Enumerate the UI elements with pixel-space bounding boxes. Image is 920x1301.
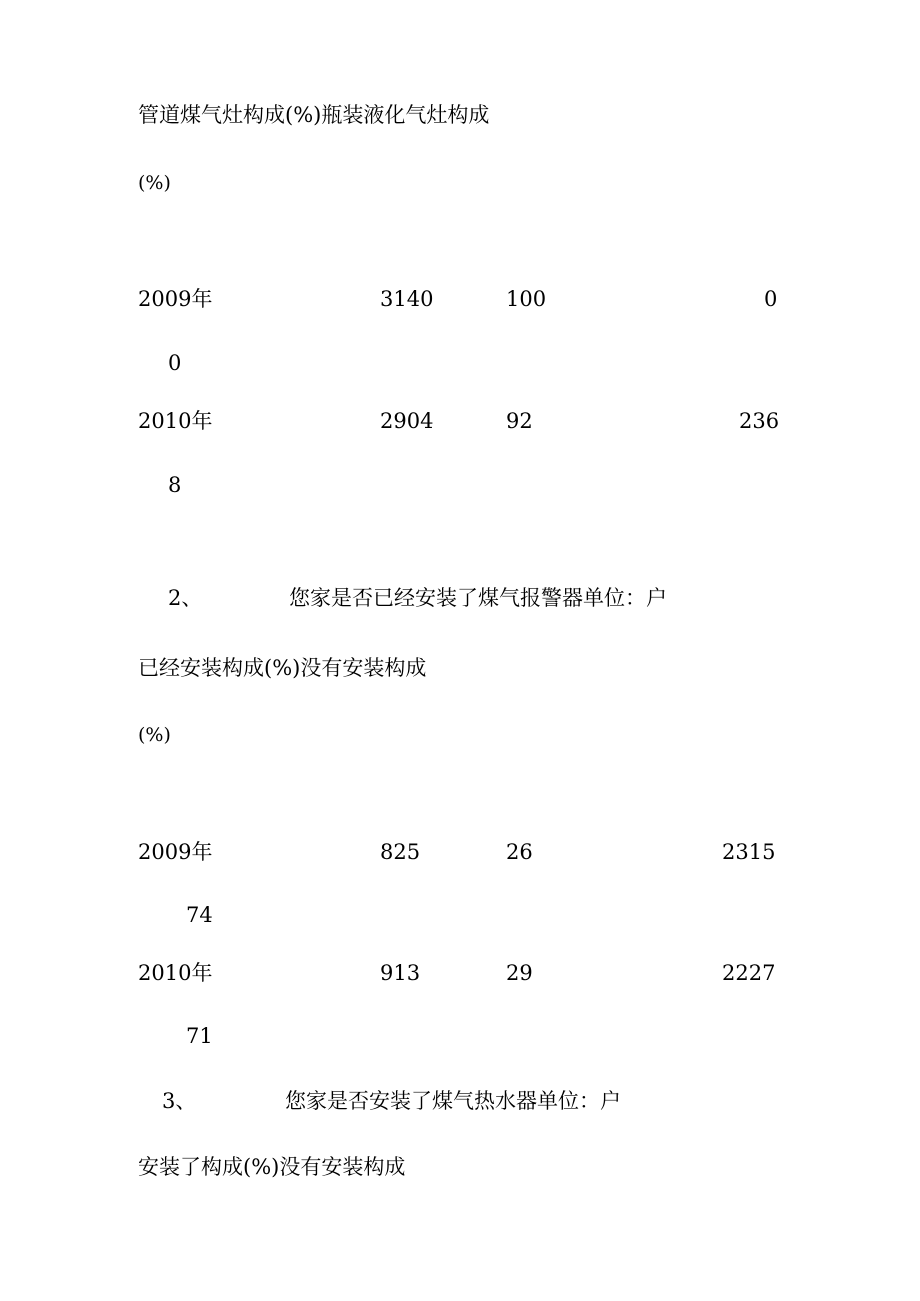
s1-row1-year: 2009年 (138, 287, 213, 311)
s1-row2-pct-a: 92 (506, 409, 533, 433)
s1-row2-count-b: 236 (739, 409, 780, 433)
section1-header-line2: (%) (138, 172, 171, 194)
section3-header-line1: 安装了构成(%)没有安装构成 (138, 1155, 406, 1179)
s2-row1-pct-b: 74 (186, 903, 213, 927)
s2-row2-year: 2010年 (138, 961, 213, 985)
section2-header-line1: 已经安装构成(%)没有安装构成 (138, 656, 427, 680)
s1-row1-pct-b: 0 (168, 351, 182, 375)
s2-row1-count-a: 825 (380, 840, 421, 864)
s2-row2-count-b: 2227 (722, 961, 776, 985)
section2-question: 您家是否已经安装了煤气报警器单位：户 (289, 586, 667, 610)
s1-row1-count-a: 3140 (380, 287, 434, 311)
s1-row1-pct-a: 100 (506, 287, 547, 311)
s1-row2-pct-b: 8 (168, 473, 182, 497)
s1-row2-year: 2010年 (138, 409, 213, 433)
s1-row1-count-b: 0 (764, 287, 778, 311)
s2-row2-pct-a: 29 (506, 961, 533, 985)
section1-header-line1: 管道煤气灶构成(%)瓶装液化气灶构成 (138, 103, 490, 127)
section2-header-line2: (%) (138, 724, 171, 746)
section3-number: 3、 (162, 1089, 197, 1113)
s1-row2-count-a: 2904 (380, 409, 434, 433)
s2-row1-count-b: 2315 (722, 840, 776, 864)
section3-question: 您家是否安装了煤气热水器单位：户 (285, 1089, 621, 1113)
s2-row1-pct-a: 26 (506, 840, 533, 864)
s2-row2-count-a: 913 (380, 961, 421, 985)
section2-number: 2、 (168, 586, 203, 610)
s2-row1-year: 2009年 (138, 840, 213, 864)
s2-row2-pct-b: 71 (186, 1024, 213, 1048)
